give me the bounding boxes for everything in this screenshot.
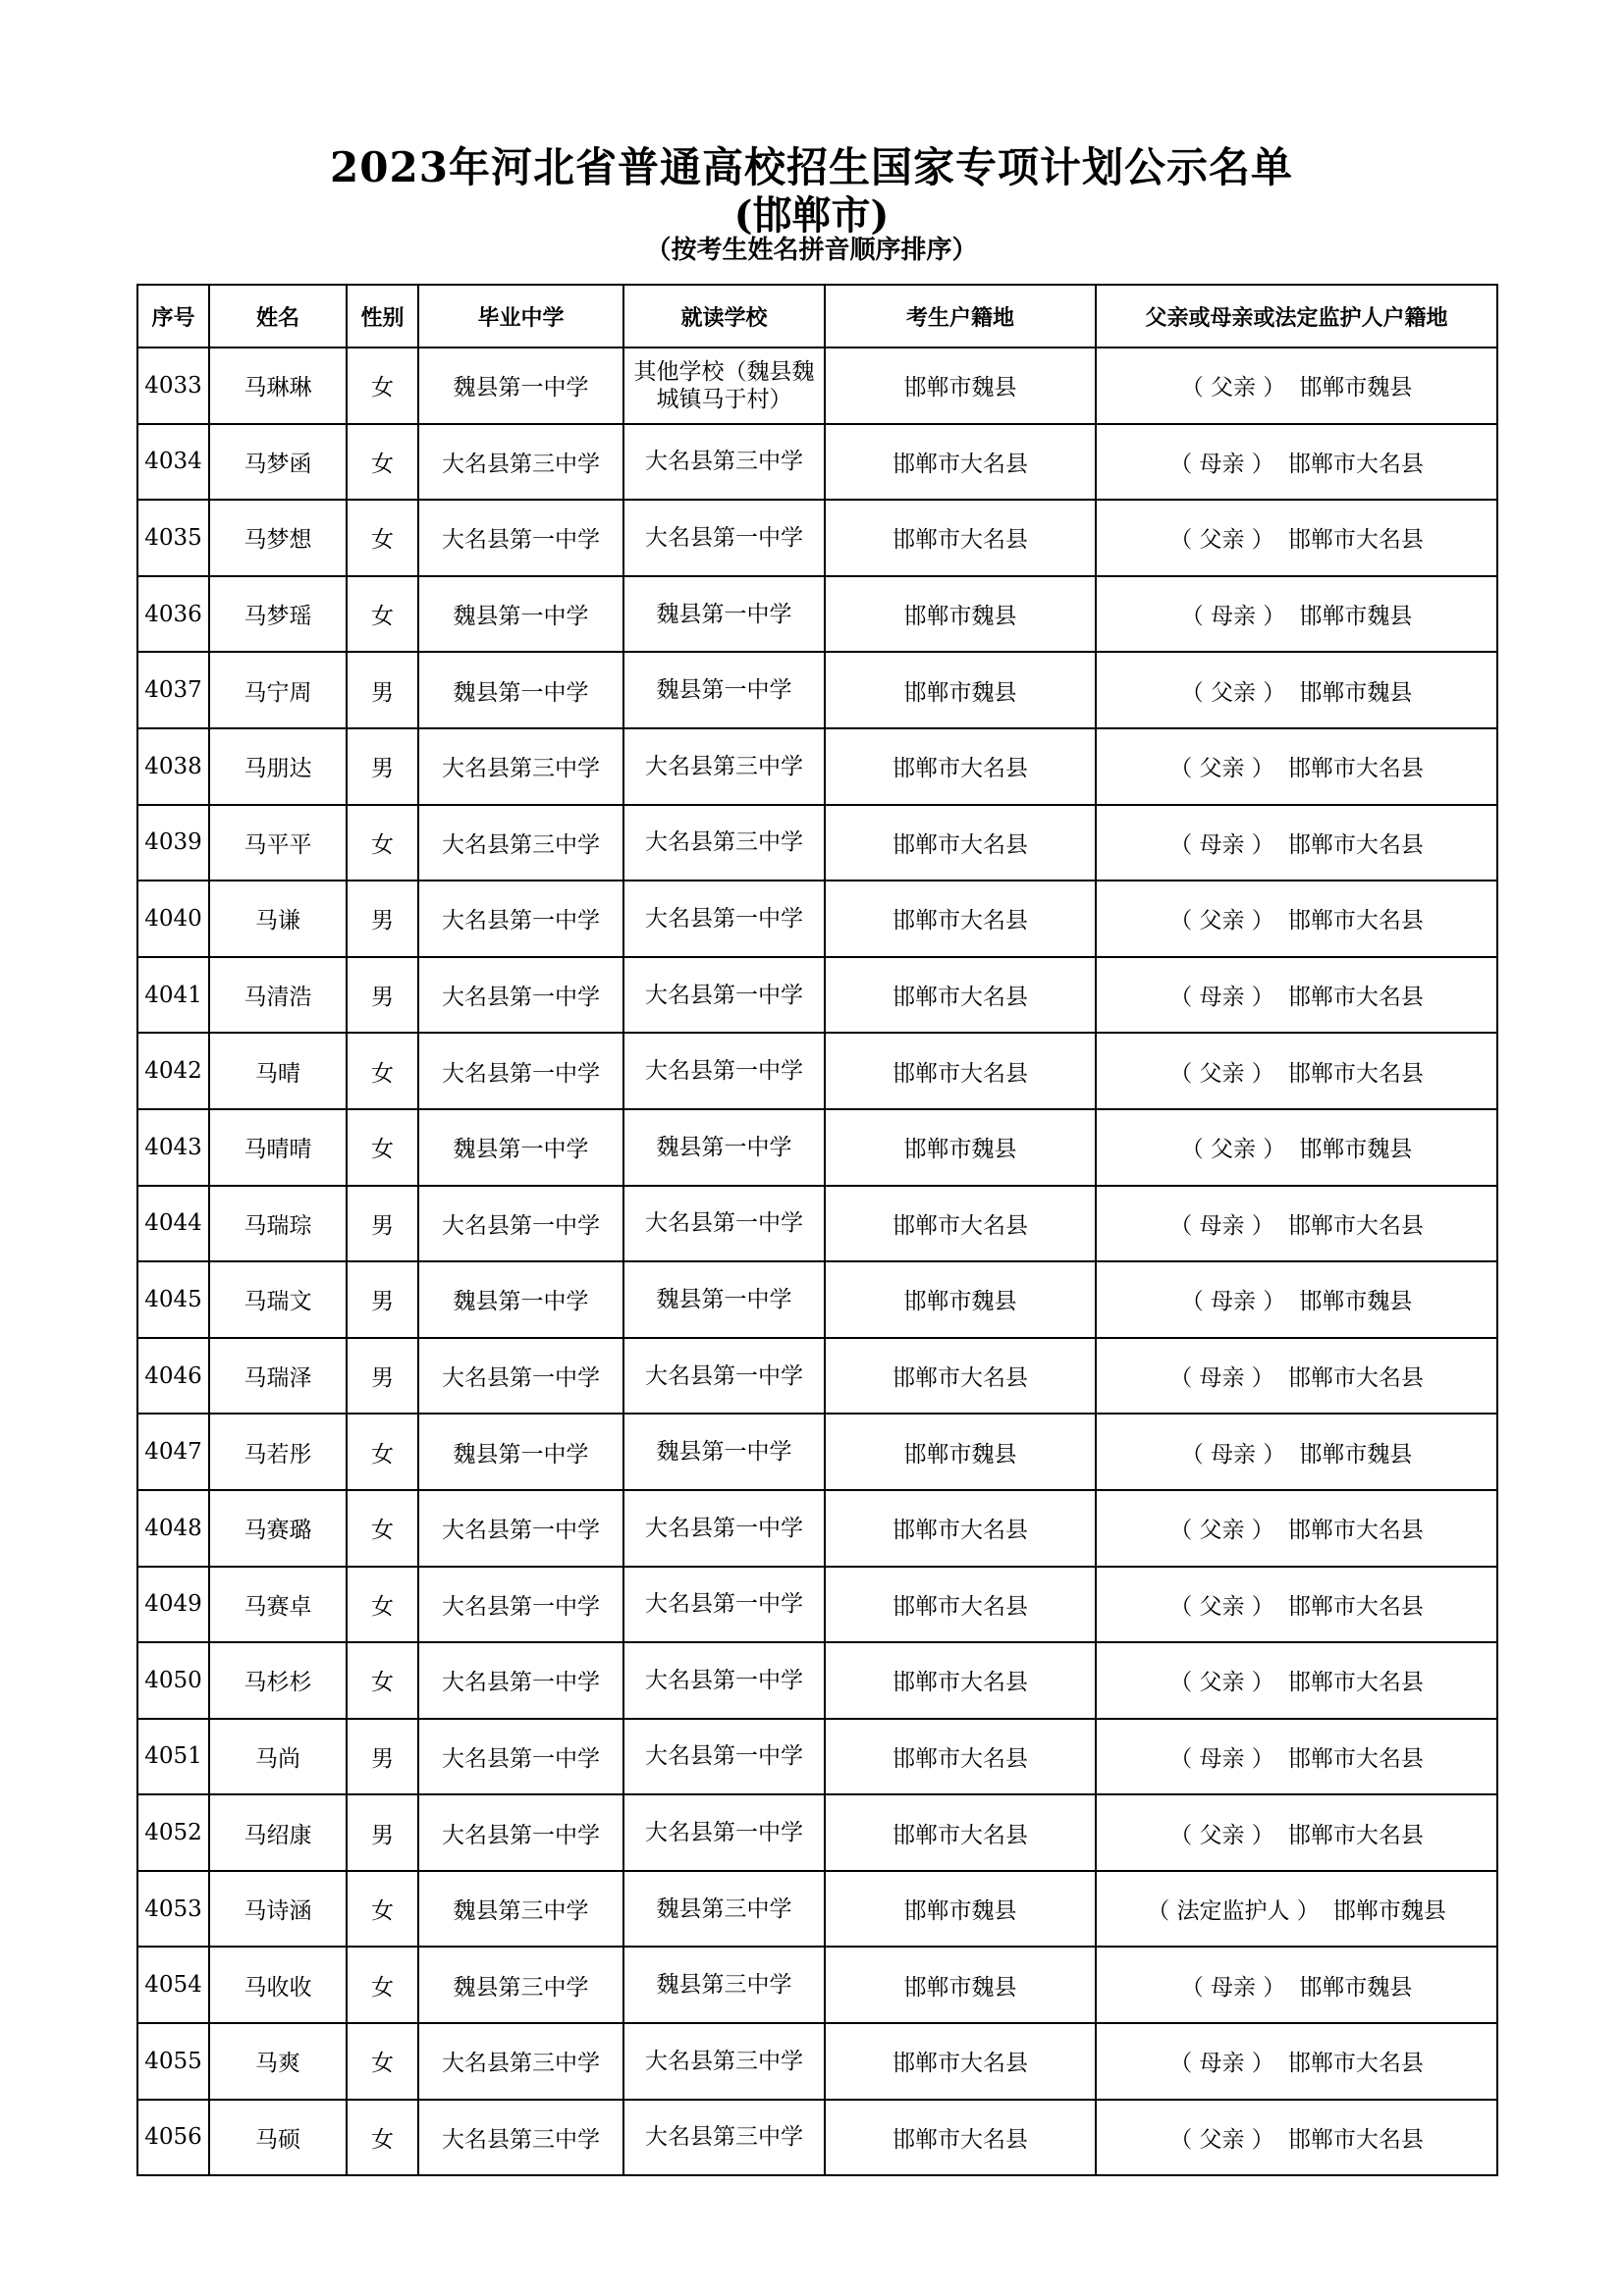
cell-grad-school: 大名县第一中学 <box>418 500 623 576</box>
cell-gender: 女 <box>347 576 418 653</box>
table-row <box>137 957 1497 1034</box>
cell-no: 4043 <box>137 1109 209 1186</box>
table-row <box>137 1186 1497 1262</box>
cell-no: 4039 <box>137 805 209 881</box>
cell-current-school: 大名县第三中学 <box>623 805 825 881</box>
cell-gender: 男 <box>347 1719 418 1795</box>
cell-gender: 男 <box>347 1794 418 1871</box>
cell-hukou: 邯郸市大名县 <box>825 957 1096 1034</box>
cell-gender: 男 <box>347 881 418 957</box>
cell-grad-school: 魏县第一中学 <box>418 1261 623 1338</box>
guardian-relation: （ 父亲 ） <box>1169 1060 1274 1087</box>
cell-guardian <box>1096 576 1497 653</box>
table-row <box>137 1719 1497 1795</box>
cell-hukou: 邯郸市大名县 <box>825 1338 1096 1415</box>
cell-name: 马平平 <box>209 805 347 881</box>
cell-gender: 男 <box>347 1261 418 1338</box>
cell-name: 马诗涵 <box>209 1871 347 1948</box>
table-row <box>137 1490 1497 1567</box>
table-row <box>137 805 1497 881</box>
cell-grad-school: 大名县第一中学 <box>418 1794 623 1871</box>
cell-no: 4046 <box>137 1338 209 1415</box>
column-header-gender: 性别 <box>347 285 418 347</box>
cell-no: 4033 <box>137 347 209 424</box>
cell-grad-school: 大名县第一中学 <box>418 957 623 1034</box>
cell-guardian <box>1096 500 1497 576</box>
cell-current-school: 大名县第一中学 <box>623 1033 825 1109</box>
cell-grad-school: 大名县第一中学 <box>418 1490 623 1567</box>
guardian-relation: （ 母亲 ） <box>1169 1212 1274 1239</box>
cell-hukou: 邯郸市大名县 <box>825 1719 1096 1795</box>
guardian-relation: （ 母亲 ） <box>1180 604 1286 630</box>
cell-name: 马清浩 <box>209 957 347 1034</box>
guardian-hukou: 邯郸市大名县 <box>1287 1745 1424 1772</box>
guardian-relation: （ 父亲 ） <box>1180 1137 1286 1163</box>
cell-hukou: 邯郸市大名县 <box>825 728 1096 805</box>
cell-hukou: 邯郸市魏县 <box>825 1109 1096 1186</box>
cell-current-school: 大名县第一中学 <box>623 500 825 576</box>
cell-name: 马晴晴 <box>209 1109 347 1186</box>
cell-guardian <box>1096 1414 1497 1490</box>
cell-hukou: 邯郸市大名县 <box>825 424 1096 501</box>
cell-name: 马杉杉 <box>209 1642 347 1719</box>
table-row <box>137 424 1497 501</box>
column-header-hukou: 考生户籍地 <box>825 285 1096 347</box>
cell-guardian <box>1096 1642 1497 1719</box>
cell-no: 4045 <box>137 1261 209 1338</box>
cell-hukou: 邯郸市魏县 <box>825 576 1096 653</box>
cell-no: 4042 <box>137 1033 209 1109</box>
cell-guardian <box>1096 1033 1497 1109</box>
guardian-hukou: 邯郸市大名县 <box>1287 527 1424 554</box>
cell-current-school: 大名县第一中学 <box>623 1794 825 1871</box>
guardian-hukou: 邯郸市魏县 <box>1299 604 1413 630</box>
table-row <box>137 1261 1497 1338</box>
cell-no: 4054 <box>137 1947 209 2023</box>
table-row <box>137 728 1497 805</box>
guardian-hukou: 邯郸市魏县 <box>1299 1289 1413 1315</box>
cell-no: 4052 <box>137 1794 209 1871</box>
cell-gender: 女 <box>347 500 418 576</box>
guardian-hukou: 邯郸市大名县 <box>1287 756 1424 782</box>
guardian-hukou: 邯郸市大名县 <box>1287 1518 1424 1544</box>
guardian-hukou: 邯郸市大名县 <box>1287 1060 1424 1087</box>
cell-guardian <box>1096 1871 1497 1948</box>
guardian-hukou: 邯郸市大名县 <box>1287 985 1424 1011</box>
table-row <box>137 1567 1497 1643</box>
cell-no: 4038 <box>137 728 209 805</box>
guardian-hukou: 邯郸市魏县 <box>1332 1898 1446 1925</box>
cell-no: 4050 <box>137 1642 209 1719</box>
cell-current-school: 大名县第三中学 <box>623 728 825 805</box>
cell-grad-school: 魏县第一中学 <box>418 652 623 728</box>
cell-name: 马谦 <box>209 881 347 957</box>
guardian-hukou: 邯郸市魏县 <box>1299 679 1413 706</box>
cell-current-school: 大名县第一中学 <box>623 1338 825 1415</box>
cell-guardian <box>1096 424 1497 501</box>
cell-no: 4035 <box>137 500 209 576</box>
cell-grad-school: 大名县第一中学 <box>418 1642 623 1719</box>
cell-gender: 女 <box>347 2023 418 2100</box>
cell-hukou: 邯郸市魏县 <box>825 1871 1096 1948</box>
table-row <box>137 1109 1497 1186</box>
cell-current-school: 大名县第一中学 <box>623 1490 825 1567</box>
guardian-hukou: 邯郸市大名县 <box>1287 1670 1424 1696</box>
cell-current-school: 魏县第三中学 <box>623 1871 825 1948</box>
cell-gender: 女 <box>347 1414 418 1490</box>
guardian-relation: （ 父亲 ） <box>1180 375 1286 401</box>
cell-gender: 男 <box>347 957 418 1034</box>
cell-grad-school: 大名县第一中学 <box>418 1719 623 1795</box>
guardian-relation: （ 父亲 ） <box>1169 2126 1274 2153</box>
cell-hukou: 邯郸市大名县 <box>825 1567 1096 1643</box>
cell-guardian <box>1096 1338 1497 1415</box>
cell-no: 4051 <box>137 1719 209 1795</box>
cell-guardian <box>1096 347 1497 424</box>
cell-gender: 女 <box>347 1871 418 1948</box>
guardian-relation: （ 父亲 ） <box>1169 527 1274 554</box>
page-title: 2023年河北省普通高校招生国家专项计划公示名单 <box>330 143 1293 191</box>
cell-no: 4047 <box>137 1414 209 1490</box>
cell-gender: 男 <box>347 728 418 805</box>
cell-current-school: 其他学校（魏县魏城镇马于村） <box>623 347 825 424</box>
cell-gender: 女 <box>347 2100 418 2176</box>
cell-current-school: 大名县第一中学 <box>623 881 825 957</box>
cell-no: 4055 <box>137 2023 209 2100</box>
guardian-hukou: 邯郸市大名县 <box>1287 1212 1424 1239</box>
cell-current-school: 大名县第一中学 <box>623 1719 825 1795</box>
guardian-relation: （ 父亲 ） <box>1169 908 1274 934</box>
cell-gender: 男 <box>347 1338 418 1415</box>
table-row <box>137 347 1497 424</box>
cell-guardian <box>1096 1719 1497 1795</box>
table-row <box>137 1414 1497 1490</box>
table-body <box>137 347 1497 2175</box>
guardian-hukou: 邯郸市大名县 <box>1287 1822 1424 1848</box>
cell-current-school: 大名县第一中学 <box>623 1186 825 1262</box>
guardian-hukou: 邯郸市大名县 <box>1287 1365 1424 1392</box>
cell-hukou: 邯郸市大名县 <box>825 2100 1096 2176</box>
cell-guardian <box>1096 881 1497 957</box>
guardian-hukou: 邯郸市魏县 <box>1299 375 1413 401</box>
cell-grad-school: 魏县第一中学 <box>418 576 623 653</box>
guardian-hukou: 邯郸市大名县 <box>1287 908 1424 934</box>
cell-current-school: 魏县第一中学 <box>623 1261 825 1338</box>
cell-no: 4049 <box>137 1567 209 1643</box>
cell-guardian <box>1096 652 1497 728</box>
guardian-relation: （ 父亲 ） <box>1169 1670 1274 1696</box>
cell-hukou: 邯郸市大名县 <box>825 805 1096 881</box>
cell-name: 马绍康 <box>209 1794 347 1871</box>
cell-hukou: 邯郸市大名县 <box>825 1642 1096 1719</box>
cell-current-school: 大名县第一中学 <box>623 1567 825 1643</box>
cell-name: 马梦函 <box>209 424 347 501</box>
cell-hukou: 邯郸市大名县 <box>825 1490 1096 1567</box>
column-header-grad-school: 毕业中学 <box>418 285 623 347</box>
guardian-relation: （ 母亲 ） <box>1169 985 1274 1011</box>
cell-hukou: 邯郸市大名县 <box>825 500 1096 576</box>
table-row <box>137 2100 1497 2176</box>
cell-name: 马朋达 <box>209 728 347 805</box>
cell-guardian <box>1096 728 1497 805</box>
cell-hukou: 邯郸市大名县 <box>825 1033 1096 1109</box>
table-row <box>137 1642 1497 1719</box>
cell-name: 马硕 <box>209 2100 347 2176</box>
cell-hukou: 邯郸市魏县 <box>825 1261 1096 1338</box>
cell-guardian <box>1096 1109 1497 1186</box>
cell-current-school: 大名县第三中学 <box>623 2100 825 2176</box>
guardian-relation: （ 母亲 ） <box>1169 451 1274 477</box>
column-header-no: 序号 <box>137 285 209 347</box>
cell-name: 马赛璐 <box>209 1490 347 1567</box>
cell-hukou: 邯郸市魏县 <box>825 652 1096 728</box>
cell-hukou: 邯郸市魏县 <box>825 1947 1096 2023</box>
cell-name: 马收收 <box>209 1947 347 2023</box>
cell-name: 马瑞文 <box>209 1261 347 1338</box>
cell-grad-school: 魏县第一中学 <box>418 1109 623 1186</box>
cell-no: 4036 <box>137 576 209 653</box>
cell-no: 4044 <box>137 1186 209 1262</box>
cell-guardian <box>1096 805 1497 881</box>
table-row <box>137 1794 1497 1871</box>
cell-gender: 女 <box>347 1567 418 1643</box>
cell-guardian <box>1096 1794 1497 1871</box>
cell-grad-school: 大名县第三中学 <box>418 805 623 881</box>
cell-gender: 女 <box>347 1490 418 1567</box>
cell-gender: 女 <box>347 1033 418 1109</box>
cell-name: 马宁周 <box>209 652 347 728</box>
cell-current-school: 大名县第一中学 <box>623 1642 825 1719</box>
cell-guardian <box>1096 1490 1497 1567</box>
cell-grad-school: 大名县第三中学 <box>418 728 623 805</box>
cell-current-school: 魏县第一中学 <box>623 1109 825 1186</box>
guardian-relation: （ 父亲 ） <box>1169 1593 1274 1620</box>
cell-current-school: 魏县第三中学 <box>623 1947 825 2023</box>
guardian-hukou: 邯郸市魏县 <box>1299 1441 1413 1468</box>
cell-grad-school: 大名县第一中学 <box>418 1186 623 1262</box>
guardian-hukou: 邯郸市魏县 <box>1299 1137 1413 1163</box>
cell-no: 4034 <box>137 424 209 501</box>
cell-grad-school: 大名县第三中学 <box>418 2023 623 2100</box>
cell-gender: 女 <box>347 805 418 881</box>
cell-gender: 女 <box>347 347 418 424</box>
cell-name: 马晴 <box>209 1033 347 1109</box>
cell-grad-school: 大名县第一中学 <box>418 1338 623 1415</box>
guardian-hukou: 邯郸市大名县 <box>1287 2051 1424 2077</box>
table-row <box>137 652 1497 728</box>
table-row <box>137 1338 1497 1415</box>
cell-grad-school: 魏县第一中学 <box>418 347 623 424</box>
cell-hukou: 邯郸市大名县 <box>825 1186 1096 1262</box>
cell-guardian <box>1096 2023 1497 2100</box>
cell-guardian <box>1096 1567 1497 1643</box>
cell-guardian <box>1096 1261 1497 1338</box>
cell-current-school: 大名县第一中学 <box>623 957 825 1034</box>
cell-hukou: 邯郸市大名县 <box>825 2023 1096 2100</box>
cell-hukou: 邯郸市大名县 <box>825 1794 1096 1871</box>
cell-hukou: 邯郸市魏县 <box>825 347 1096 424</box>
cell-grad-school: 魏县第三中学 <box>418 1871 623 1948</box>
candidate-table <box>136 284 1498 2176</box>
guardian-hukou: 邯郸市大名县 <box>1287 2126 1424 2153</box>
cell-gender: 男 <box>347 1186 418 1262</box>
cell-no: 4040 <box>137 881 209 957</box>
guardian-relation: （ 法定监护人 ） <box>1147 1898 1320 1925</box>
table-row <box>137 881 1497 957</box>
cell-hukou: 邯郸市大名县 <box>825 881 1096 957</box>
column-header-current-school: 就读学校 <box>623 285 825 347</box>
cell-guardian <box>1096 1947 1497 2023</box>
cell-no: 4056 <box>137 2100 209 2176</box>
cell-grad-school: 魏县第一中学 <box>418 1414 623 1490</box>
cell-guardian <box>1096 957 1497 1034</box>
cell-current-school: 魏县第一中学 <box>623 1414 825 1490</box>
cell-gender: 男 <box>347 652 418 728</box>
cell-name: 马赛卓 <box>209 1567 347 1643</box>
cell-name: 马梦瑶 <box>209 576 347 653</box>
table-header-row <box>137 285 1497 347</box>
table-row <box>137 1947 1497 2023</box>
cell-current-school: 魏县第一中学 <box>623 652 825 728</box>
column-header-guardian-hukou: 父亲或母亲或法定监护人户籍地 <box>1096 285 1497 347</box>
cell-no: 4048 <box>137 1490 209 1567</box>
cell-name: 马琳琳 <box>209 347 347 424</box>
table-row <box>137 1871 1497 1948</box>
guardian-relation: （ 母亲 ） <box>1180 1441 1286 1468</box>
guardian-hukou: 邯郸市大名县 <box>1287 831 1424 858</box>
table-row <box>137 500 1497 576</box>
cell-grad-school: 大名县第一中学 <box>418 1567 623 1643</box>
cell-gender: 女 <box>347 1947 418 2023</box>
cell-current-school: 大名县第三中学 <box>623 424 825 501</box>
guardian-relation: （ 父亲 ） <box>1180 679 1286 706</box>
cell-hukou: 邯郸市魏县 <box>825 1414 1096 1490</box>
cell-grad-school: 大名县第三中学 <box>418 2100 623 2176</box>
cell-no: 4041 <box>137 957 209 1034</box>
cell-gender: 女 <box>347 424 418 501</box>
cell-current-school: 魏县第一中学 <box>623 576 825 653</box>
cell-gender: 女 <box>347 1642 418 1719</box>
cell-name: 马若彤 <box>209 1414 347 1490</box>
cell-grad-school: 大名县第一中学 <box>418 1033 623 1109</box>
guardian-relation: （ 父亲 ） <box>1169 756 1274 782</box>
cell-no: 4037 <box>137 652 209 728</box>
guardian-relation: （ 母亲 ） <box>1169 1365 1274 1392</box>
guardian-hukou: 邯郸市大名县 <box>1287 1593 1424 1620</box>
cell-no: 4053 <box>137 1871 209 1948</box>
table-row <box>137 576 1497 653</box>
guardian-hukou: 邯郸市大名县 <box>1287 451 1424 477</box>
column-header-name: 姓名 <box>209 285 347 347</box>
guardian-relation: （ 母亲 ） <box>1180 1974 1286 2001</box>
cell-name: 马瑞琮 <box>209 1186 347 1262</box>
guardian-relation: （ 母亲 ） <box>1169 2051 1274 2077</box>
cell-name: 马梦想 <box>209 500 347 576</box>
cell-gender: 女 <box>347 1109 418 1186</box>
table-row <box>137 2023 1497 2100</box>
cell-current-school: 大名县第三中学 <box>623 2023 825 2100</box>
guardian-relation: （ 父亲 ） <box>1169 1518 1274 1544</box>
city-subtitle: (邯郸市) <box>733 192 890 239</box>
guardian-relation: （ 父亲 ） <box>1169 1822 1274 1848</box>
guardian-relation: （ 母亲 ） <box>1169 1745 1274 1772</box>
sort-note: （按考生姓名拼音顺序排序） <box>645 236 978 265</box>
cell-guardian <box>1096 1186 1497 1262</box>
guardian-relation: （ 母亲 ） <box>1169 831 1274 858</box>
guardian-relation: （ 母亲 ） <box>1180 1289 1286 1315</box>
table-row <box>137 1033 1497 1109</box>
cell-grad-school: 魏县第三中学 <box>418 1947 623 2023</box>
cell-grad-school: 大名县第三中学 <box>418 424 623 501</box>
cell-grad-school: 大名县第一中学 <box>418 881 623 957</box>
cell-guardian <box>1096 2100 1497 2176</box>
cell-name: 马瑞泽 <box>209 1338 347 1415</box>
cell-name: 马爽 <box>209 2023 347 2100</box>
cell-name: 马尚 <box>209 1719 347 1795</box>
guardian-hukou: 邯郸市魏县 <box>1299 1974 1413 2001</box>
